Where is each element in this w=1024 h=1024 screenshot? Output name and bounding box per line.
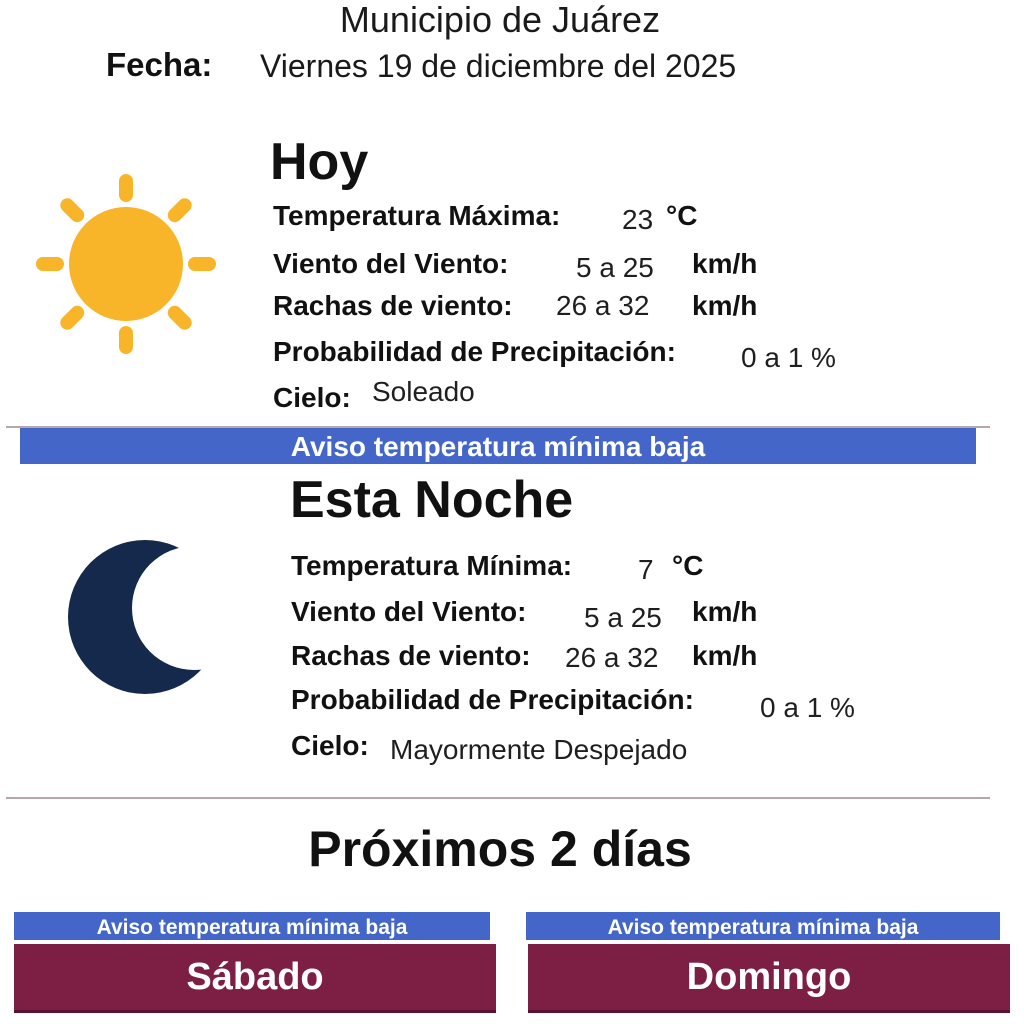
tonight-precip-label: Probabilidad de Precipitación: xyxy=(291,684,694,715)
saturday-alert-banner: Aviso temperatura mínima baja xyxy=(14,912,490,940)
today-max-temp-unit: °C xyxy=(666,200,698,231)
low-temp-alert-banner: Aviso temperatura mínima baja xyxy=(20,428,976,464)
today-precip-value: 0 a 1 % xyxy=(741,342,836,373)
moon-icon xyxy=(66,538,206,698)
tonight-min-temp-label: Temperatura Mínima: xyxy=(291,550,573,581)
next-days-title: Próximos 2 días xyxy=(308,821,692,877)
tonight-wind-label: Viento del Viento: xyxy=(291,596,527,627)
today-gusts-label: Rachas de viento: xyxy=(273,290,513,321)
tonight-gusts-value: 26 a 32 xyxy=(565,642,659,673)
today-precip-label: Probabilidad de Precipitación: xyxy=(273,336,676,367)
tonight-sky-value: Mayormente Despejado xyxy=(390,734,688,765)
today-wind-unit: km/h xyxy=(692,248,758,279)
tonight-sky-label: Cielo: xyxy=(291,730,369,761)
sunday-alert-banner: Aviso temperatura mínima baja xyxy=(526,912,1000,940)
today-max-temp-label: Temperatura Máxima: xyxy=(273,200,561,231)
tonight-min-temp-value: 7 xyxy=(638,554,654,585)
divider-bottom xyxy=(6,797,990,799)
today-wind-value: 5 a 25 xyxy=(576,252,654,283)
today-gusts-value: 26 a 32 xyxy=(556,290,650,321)
tonight-gusts-label: Rachas de viento: xyxy=(291,640,531,671)
tonight-wind-unit: km/h xyxy=(692,596,758,627)
day-card-saturday[interactable]: Sábado xyxy=(14,944,496,1013)
tonight-wind-value: 5 a 25 xyxy=(584,602,662,633)
municipality-title: Municipio de Juárez xyxy=(339,0,661,40)
today-gusts-unit: km/h xyxy=(692,290,758,321)
tonight-gusts-unit: km/h xyxy=(692,640,758,671)
today-sky-value: Soleado xyxy=(372,376,475,407)
date-label: Fecha: xyxy=(106,46,213,83)
today-wind-label: Viento del Viento: xyxy=(273,248,509,279)
sun-icon xyxy=(30,168,220,358)
today-max-temp-value: 23 xyxy=(622,204,654,235)
tonight-precip-value: 0 a 1 % xyxy=(760,692,855,723)
tonight-title: Esta Noche xyxy=(290,471,574,529)
day-card-sunday[interactable]: Domingo xyxy=(528,944,1010,1013)
today-sky-label: Cielo: xyxy=(273,382,351,413)
date-value: Viernes 19 de diciembre del 2025 xyxy=(260,48,737,84)
tonight-min-temp-unit: °C xyxy=(672,550,704,581)
today-title: Hoy xyxy=(270,133,369,191)
